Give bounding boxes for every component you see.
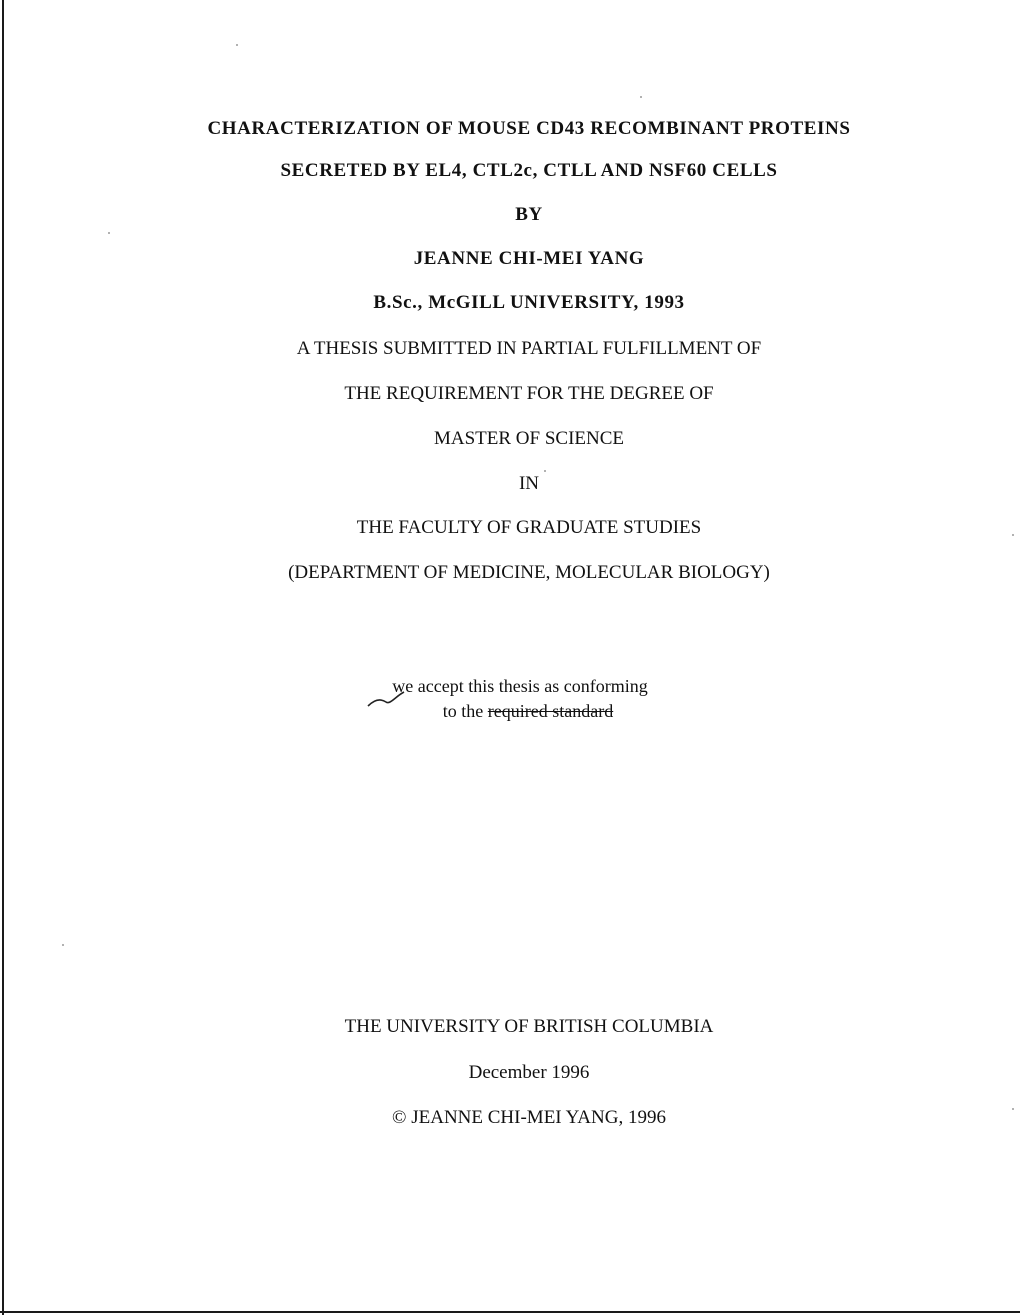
- scan-speck: [236, 44, 238, 46]
- department-name: (DEPARTMENT OF MEDICINE, MOLECULAR BIOLOGY): [288, 562, 770, 583]
- prior-degree: B.Sc., McGILL UNIVERSITY, 1993: [373, 292, 685, 313]
- faculty-name: THE FACULTY OF GRADUATE STUDIES: [356, 517, 702, 538]
- thesis-statement-line-2: THE REQUIREMENT FOR THE DEGREE OF: [344, 383, 714, 404]
- signature-scribble: [366, 688, 406, 710]
- university-name: THE UNIVERSITY OF BRITISH COLUMBIA: [344, 1016, 714, 1037]
- approval-text-1: accept this thesis as conforming: [413, 676, 648, 696]
- scan-speck: [1012, 534, 1014, 536]
- scan-speck: [544, 470, 546, 472]
- degree-name: MASTER OF SCIENCE: [433, 428, 625, 449]
- thesis-title-line-1: CHARACTERIZATION OF MOUSE CD43 RECOMBINANT PROTEINS: [207, 118, 851, 139]
- approval-line-1: [0, 676, 1020, 697]
- thesis-title-line-2: SECRETED BY EL4, CTL2c, CTLL AND NSF60 CELLS: [280, 160, 778, 181]
- copyright-notice: © JEANNE CHI-MEI YANG, 1996: [392, 1107, 666, 1128]
- by-label: BY: [515, 204, 543, 225]
- author-name: JEANNE CHI-MEI YANG: [413, 248, 645, 269]
- submission-date: December 1996: [468, 1062, 590, 1083]
- approval-line-2: [8, 701, 1020, 722]
- scan-speck: [1012, 1108, 1014, 1110]
- scan-speck: [640, 96, 642, 98]
- scan-speck: [62, 944, 64, 946]
- in-label: IN: [518, 473, 540, 494]
- page-bottom-edge: [0, 1311, 1020, 1313]
- approval-we: we: [392, 676, 414, 696]
- approval-text-2: to the: [442, 701, 488, 721]
- thesis-statement-line-1: A THESIS SUBMITTED IN PARTIAL FULFILLMENT OF: [296, 338, 762, 359]
- scan-speck: [108, 232, 110, 234]
- struck-text: required standard: [487, 701, 614, 721]
